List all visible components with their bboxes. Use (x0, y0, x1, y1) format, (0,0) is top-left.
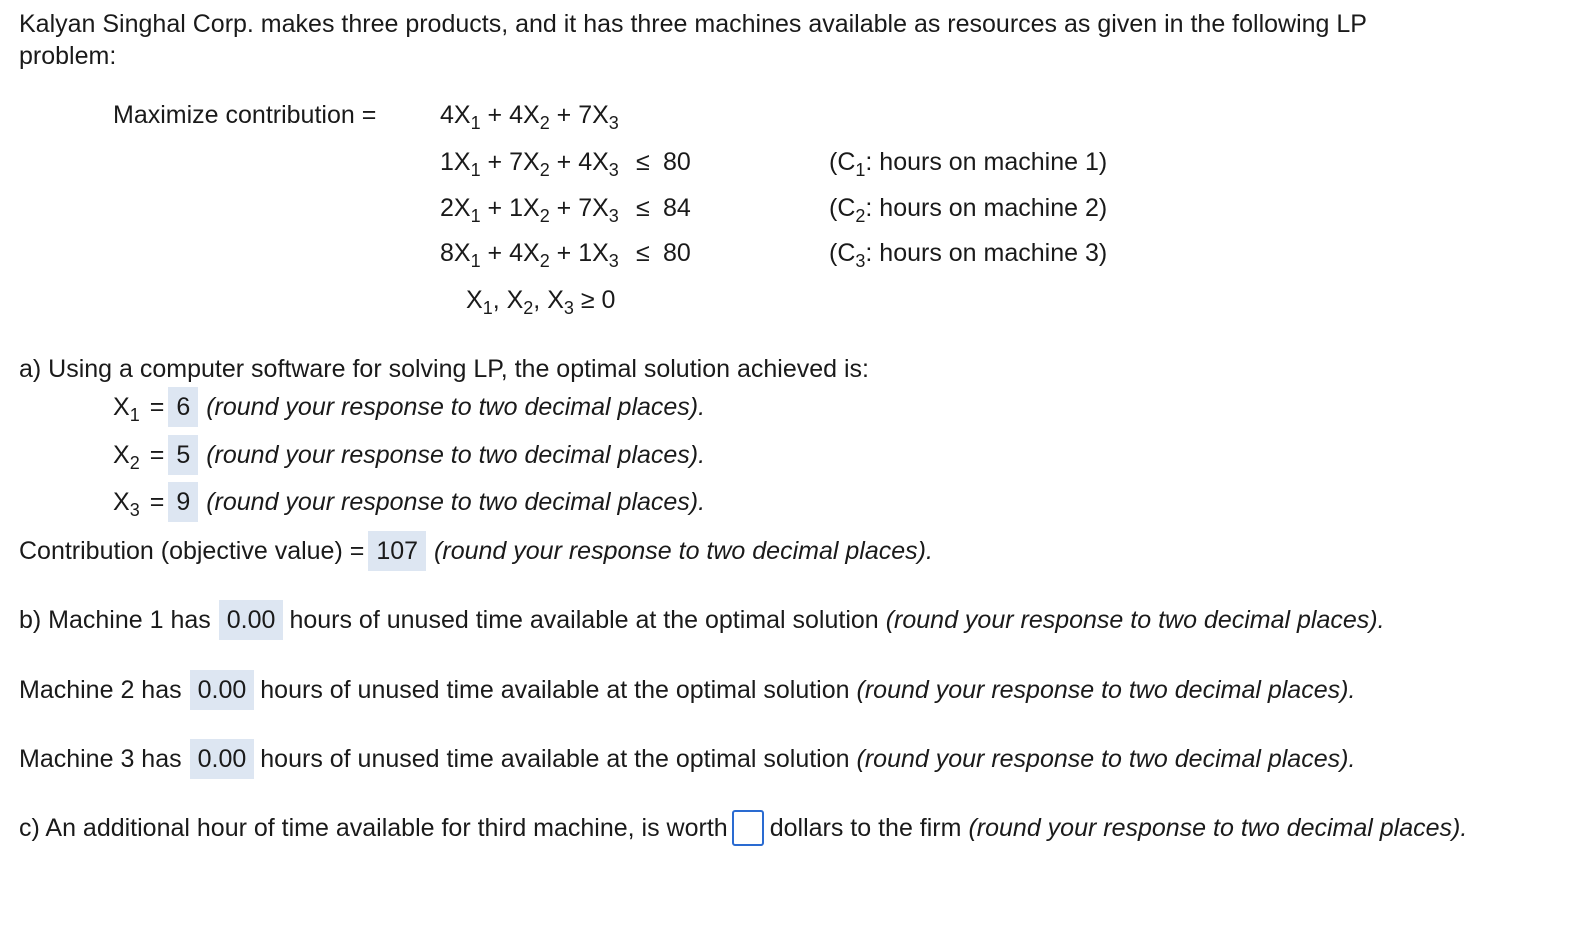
constraint-2-relation: ≤ (636, 194, 650, 222)
constraint-2-rhs: 84 (663, 194, 691, 222)
answer-row-x1: $X_1$ = 6 (round your response to two decimal places). (113, 387, 705, 427)
var-x3-label: $X_3$ (113, 488, 140, 520)
intro-line-1: Kalyan Singhal Corp. makes three products, and it has three machines available as resources as given in the following LP (19, 10, 1367, 38)
constraint-1-lhs: $1X_1 + 7X_2 + 4X_3$ (440, 148, 619, 180)
round-note: (round your response to two decimal places). (206, 393, 706, 421)
constraint-3-rhs: 80 (663, 239, 691, 267)
constraint-1-relation: ≤ (636, 148, 650, 176)
answer-x2[interactable]: 5 (168, 435, 198, 475)
machine-2-prefix: Machine 2 has (19, 676, 182, 704)
constraint-3-note: ($C_3$: hours on machine 3) (829, 239, 1108, 271)
answer-row-x2: $X_2$ = 5 (round your response to two decimal places). (113, 435, 705, 475)
round-note: (round your response to two decimal places). (434, 537, 933, 565)
machine-2-row (19, 670, 1355, 710)
constraint-1-rhs: 80 (663, 148, 691, 176)
machine-2-middle: hours of unused time available at the optimal solution (260, 676, 850, 704)
machine-3-row (19, 739, 1355, 779)
contribution-row (19, 531, 933, 571)
nonnegativity-constraint: $X_1$, $X_2$, $X_3 \ge 0$ (466, 286, 616, 318)
round-note: (round your response to two decimal places). (885, 606, 1385, 634)
constraint-2-lhs: $2X_1 + 1X_2 + 7X_3$ (440, 194, 619, 226)
machine-1-middle: hours of unused time available at the optimal solution (289, 606, 879, 634)
round-note: (round your response to two decimal places). (968, 814, 1468, 842)
round-note: (round your response to two decimal places). (856, 745, 1356, 773)
constraint-3-lhs: $8X_1 + 4X_2 + 1X_3$ (440, 239, 619, 271)
part-c-prefix: c) An additional hour of time available for third machine, is worth (19, 814, 728, 842)
answer-machine-1-unused[interactable]: 0.00 (219, 600, 284, 640)
answer-machine-2-unused[interactable]: 0.00 (190, 670, 255, 710)
round-note: (round your response to two decimal places). (856, 676, 1356, 704)
machine-3-prefix: Machine 3 has (19, 745, 182, 773)
objective-expression: $4X_1 + 4X_2 + 7X_3$ (440, 101, 619, 133)
objective-label: Maximize contribution = (113, 101, 377, 129)
contribution-label: Contribution (objective value) = (19, 537, 365, 565)
part-a-intro: a) Using a computer software for solving LP, the optimal solution achieved is: (19, 355, 869, 383)
answer-row-x3: $X_3$ = 9 (round your response to two decimal places). (113, 482, 705, 522)
constraint-3-relation: ≤ (636, 239, 650, 267)
round-note: (round your response to two decimal places). (206, 441, 706, 469)
part-c-row (19, 810, 1467, 846)
part-c-suffix: dollars to the firm (769, 814, 962, 842)
machine-1-prefix: b) Machine 1 has (19, 606, 211, 634)
machine-3-middle: hours of unused time available at the optimal solution (260, 745, 850, 773)
var-x1-label: $X_1$ (113, 393, 140, 425)
answer-machine-3-unused[interactable]: 0.00 (190, 739, 255, 779)
constraint-2-note: ($C_2$: hours on machine 2) (829, 194, 1108, 226)
answer-x1[interactable]: 6 (168, 387, 198, 427)
constraint-1-note: ($C_1$: hours on machine 1) (829, 148, 1108, 180)
answer-contribution[interactable]: 107 (368, 531, 426, 571)
machine-1-row (19, 600, 1385, 640)
round-note: (round your response to two decimal places). (206, 488, 706, 516)
intro-line-2: problem: (19, 42, 117, 70)
answer-x3[interactable]: 9 (168, 482, 198, 522)
var-x2-label: $X_2$ (113, 441, 140, 473)
answer-input-shadow-price[interactable] (732, 810, 764, 846)
